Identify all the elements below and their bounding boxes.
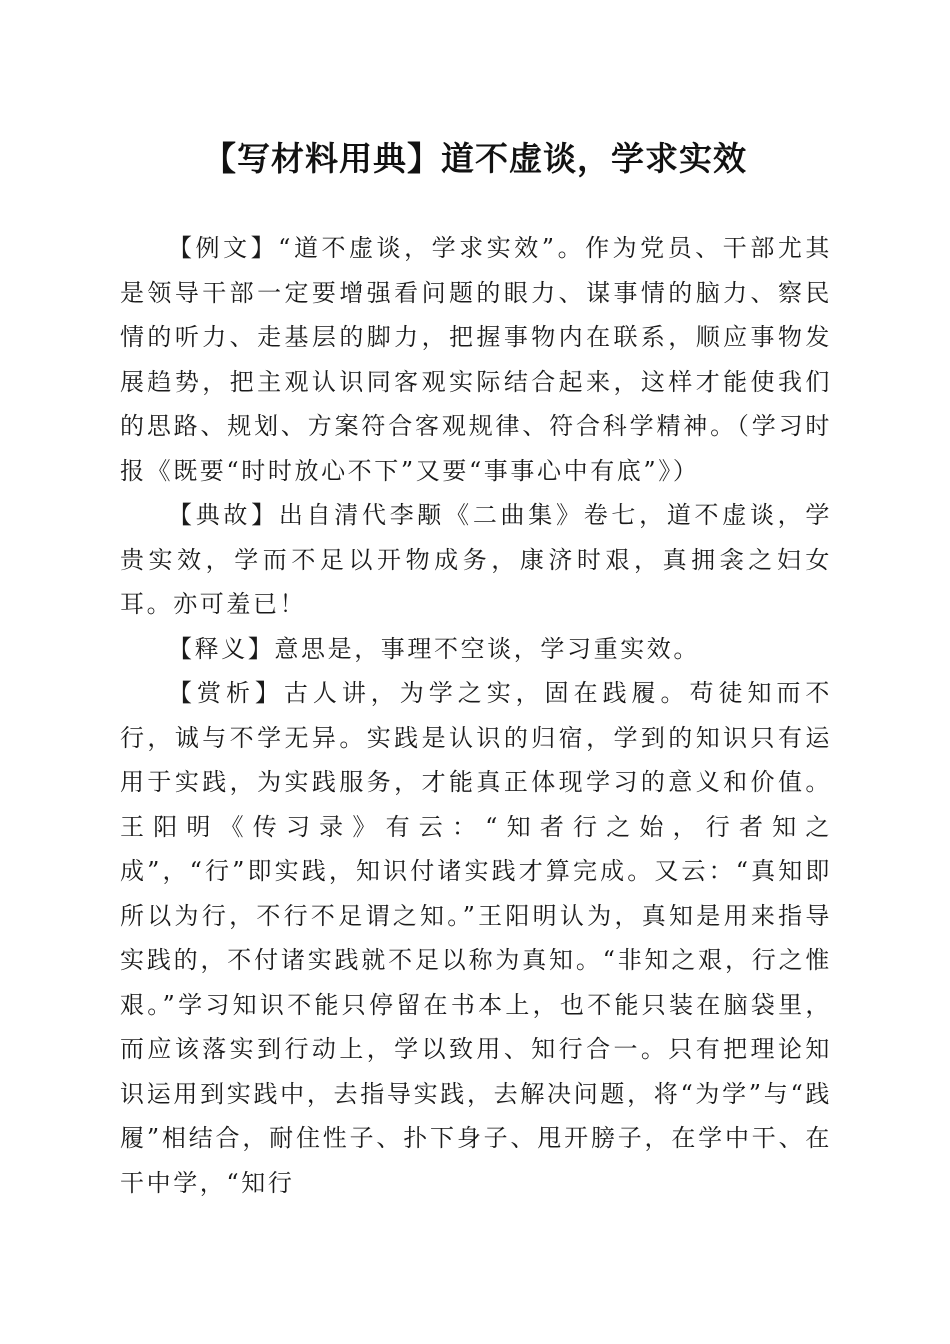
- paragraph-analysis: 【赏析】古人讲，为学之实，固在践履。苟徒知而不行，诚与不学无异。实践是认识的归宿，学到的知识只有运用于实践，为实践服务，才能真正体现学习的意义和价值。王阳明《传习录》有云：“知者行之始，行者知之成”，“行”即实践，知识付诸实践才算完成。又云：“真知即所以为行，不行不足谓之知。”王阳明认为，真知是用来指导实践的，不付诸实践就不足以称为真知。“非知之艰，行之惟艰。”学习知识不能只停留在书本上，也不能只装在脑袋里，而应该落实到行动上，学以致用、知行合一。只有把理论知识运用到实践中，去指导实践，去解决问题，将“为学”与“践履”相结合，耐住性子、扑下身子、甩开膀子，在学中干、在干中学，“知行: [120, 679, 832, 1197]
- document-body: [120, 226, 832, 1205]
- page-title: 【写材料用典】道不虚谈，学求实效: [203, 139, 747, 178]
- paragraph-example: 【例文】“道不虚谈，学求实效”。作为党员、干部尤其是领导干部一定要增强看问题的眼力、谋事情的脑力、察民情的听力、走基层的脚力，把握事物内在联系，顺应事物发展趋势，把主观认识同客观实际结合起来，这样才能使我们的思路、规划、方案符合客观规律、符合科学精神。（学习时报《既要“时时放心不下”又要“事事心中有底”》）: [120, 234, 832, 485]
- paragraph-allusion: 【典故】出自清代李颙《二曲集》卷七，道不虚谈，学贵实效，学而不足以开物成务，康济时艰，真拥衾之妇女耳。亦可羞已！: [120, 501, 832, 618]
- paragraph-meaning: 【释义】意思是，事理不空谈，学习重实效。: [168, 634, 700, 663]
